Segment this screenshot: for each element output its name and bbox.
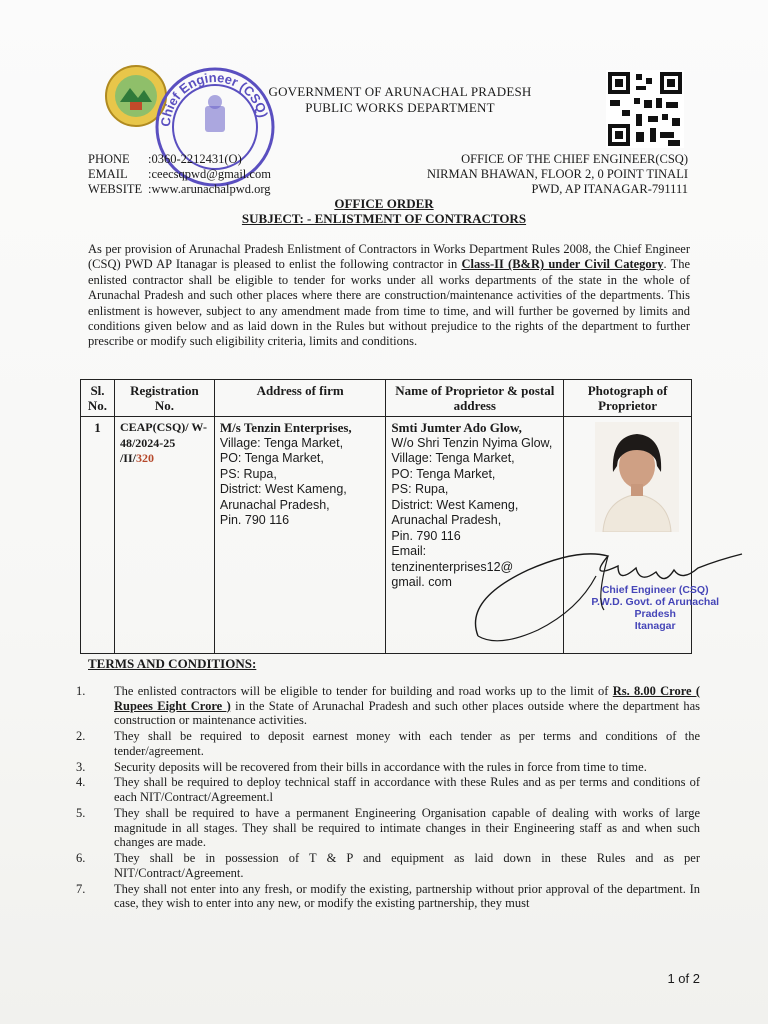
proprietor-address-line: tenzinenterprises12@	[391, 559, 514, 574]
enlistment-table	[80, 379, 720, 654]
term-number: 1.	[76, 684, 86, 698]
terms-heading: TERMS AND CONDITIONS:	[88, 656, 257, 671]
firm-address-line: PS: Rupa,	[219, 466, 277, 481]
cell-proprietor	[386, 417, 564, 654]
registration-serial: 320	[135, 451, 154, 465]
office-line-3: PWD, AP ITANAGAR-791111	[531, 182, 688, 196]
term-text: They shall be in possession of T & P and equipment as laid down in these Rules and as per NIT/Contract/Agreement.	[114, 851, 700, 880]
proprietor-address-line: Email:	[391, 544, 427, 558]
col-header-photograph: Photograph of Proprietor	[564, 380, 692, 417]
term-text: They shall be required to deploy technical staff in accordance with these Rules and as per terms and conditions of each NIT/Contract/Agreement.l	[114, 775, 700, 805]
cell-registration	[114, 417, 214, 654]
terms-list	[60, 684, 700, 912]
letterhead	[200, 84, 600, 116]
proprietor-name: Smti Jumter Ado Glow,	[391, 420, 522, 435]
term-number: 3.	[76, 759, 86, 774]
website-label: WEBSITE	[88, 182, 143, 196]
stamp-line-1: Chief Engineer (CSQ)	[601, 584, 709, 596]
list-item	[60, 775, 700, 804]
list-item	[60, 684, 700, 728]
col-header-firm-address: Address of firm	[214, 380, 386, 417]
email-value: :ceecsqpwd@gmail.com	[148, 167, 271, 181]
firm-address-line: Village: Tenga Market,	[219, 435, 344, 450]
table-row	[81, 417, 692, 654]
page-number: 1 of 2	[667, 971, 700, 986]
office-address	[427, 152, 688, 197]
intro-paragraph	[88, 242, 690, 350]
proprietor-address-line: Pin. 790 116	[391, 528, 461, 543]
col-header-registration: Registration No.	[114, 380, 214, 417]
firm-address-line: PO: Tenga Market,	[219, 451, 324, 465]
term-number: 7.	[76, 881, 86, 896]
list-item	[60, 851, 700, 880]
list-item	[60, 729, 700, 758]
chief-engineer-stamp	[569, 584, 741, 632]
term-text: They shall not enter into any fresh, or modify the existing, partnership without prior approval of the department. In case, they wish to enter into any new, or modify the existing partnership, they must	[114, 881, 700, 911]
term-text: Security deposits will be recovered from their bills in accordance with the rules in force from time to time.	[114, 759, 647, 774]
table-header-row	[81, 380, 692, 417]
list-item	[60, 882, 700, 911]
order-subject: SUBJECT: - ENLISTMENT OF CONTRACTORS	[241, 211, 527, 226]
office-line-1: OFFICE OF THE CHIEF ENGINEER(CSQ)	[461, 152, 688, 166]
office-line-2: NIRMAN BHAWAN, FLOOR 2, 0 POINT TINALI	[426, 167, 688, 181]
registration-number: CEAP(CSQ)/ W-48/2024-25 /II/	[119, 420, 207, 465]
proprietor-address-line: gmail. com	[391, 575, 452, 589]
order-title: OFFICE ORDER	[334, 196, 434, 211]
proprietor-photo	[595, 422, 679, 532]
intro-text-2: . The enlisted contractor shall be eligible to tender for works under all works departments of the state in the whole of Arunachal Pradesh and such other places where there are construction/maintenance activities of the departments. This enlistment is however, subject to any amendment made from time to time, and will further be governed by limits and conditions given below and as laid down in the Rules but without prejudice to the rights of the department to further prescribe or modify such eligibility criteria, limits and conditions.	[88, 257, 691, 349]
list-item	[60, 760, 700, 775]
firm-name: M/s Tenzin Enterprises,	[219, 420, 352, 435]
term-number: 5.	[76, 805, 86, 820]
firm-address-line: Arunachal Pradesh,	[219, 497, 330, 512]
proprietor-address-line: PS: Rupa,	[391, 482, 449, 496]
term-text: They shall be required to deposit earnest money with each tender as per terms and conditions of the tender/agreement.	[114, 729, 700, 758]
stamp-arc-text: Chief Engineer (CSQ)	[157, 69, 271, 128]
term-text-c: in the State of Arunachal Pradesh and such other places outside where the department has construction or maintenance activities.	[114, 698, 700, 728]
term-text: They shall be required to have a permanent Engineering Organisation capable of dealing with works of large magnitude in all stages. They shall be required to intimate changes in their Engineering staff as and when such changes are made.	[114, 805, 700, 850]
stamp-line-3: Itanagar	[634, 620, 676, 632]
proprietor-address-line: PO: Tenga Market,	[391, 466, 496, 481]
proprietor-address-line: W/o Shri Tenzin Nyima Glow,	[391, 435, 553, 450]
list-item	[60, 806, 700, 850]
intro-text-1: As per provision of Arunachal Pradesh Enlistment of Contractors in Works Department Rules 2008, the Chief Engineer (CSQ) PWD AP Itanagar is pleased to enlist the following contractor in	[88, 242, 690, 272]
phone-label: PHONE	[88, 152, 130, 166]
cell-photograph	[564, 417, 720, 654]
proprietor-address-line: District: West Kameng,	[391, 497, 519, 512]
col-header-proprietor: Name of Proprietor & postal address	[386, 380, 564, 417]
cell-firm-address	[214, 417, 386, 654]
stamp-line-2: P.W.D. Govt. of Arunachal Pradesh	[591, 596, 720, 620]
intro-class: Class-II (B&R) under Civil Category	[461, 257, 664, 272]
term-number: 6.	[76, 851, 86, 866]
website-value: :www.arunachalpwd.org	[148, 182, 271, 196]
proprietor-address-line: Village: Tenga Market,	[391, 451, 515, 465]
term-text-a: The enlisted contractors will be eligible to tender for building and road works up to the limit of	[114, 684, 613, 698]
firm-address-line: District: West Kameng,	[219, 482, 347, 496]
col-header-sl: Sl. No.	[81, 380, 115, 417]
qr-code	[606, 70, 684, 148]
dept-name: PUBLIC WORKS DEPARTMENT	[305, 100, 495, 115]
term-number: 2.	[76, 729, 86, 744]
govt-name: GOVERNMENT OF ARUNACHAL PRADESH	[268, 84, 532, 99]
term-limit: Rs. 8.00 Crore ( Rupees Eight Crore )	[114, 684, 700, 713]
contact-block	[88, 152, 271, 197]
proprietor-address-line: Arunachal Pradesh,	[391, 513, 502, 527]
email-label: EMAIL	[88, 167, 128, 181]
term-number: 4.	[76, 775, 86, 790]
cell-sl: 1	[81, 417, 115, 654]
phone-value: :0360-2212431(O)	[148, 152, 242, 166]
term-text	[114, 684, 700, 728]
firm-address-line: Pin. 790 116	[219, 513, 290, 527]
